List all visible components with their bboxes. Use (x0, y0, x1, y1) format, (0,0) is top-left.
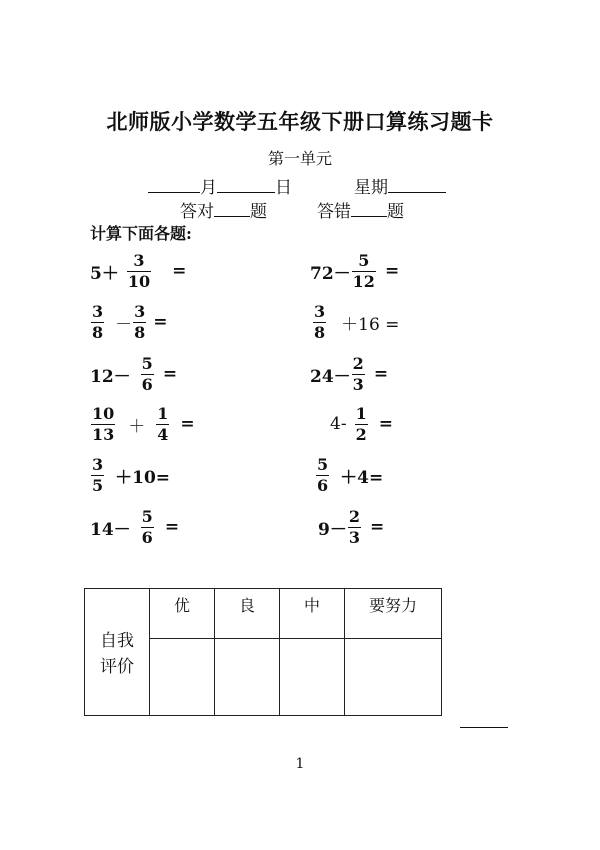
page-number: 1 (295, 756, 305, 772)
operation-rest: ＋10= (115, 467, 171, 488)
numerator: 3 (92, 301, 104, 321)
problem-11 (90, 505, 179, 549)
problem-2 (310, 249, 399, 293)
numerator: 5 (358, 250, 370, 270)
numerator: 5 (141, 353, 153, 373)
whole-number: 14－ (90, 519, 131, 540)
denominator: 2 (355, 424, 367, 444)
denominator: 4 (157, 424, 169, 444)
equals-sign: = (164, 517, 180, 537)
equals-sign: = (180, 414, 195, 434)
problem-1 (90, 249, 186, 293)
label-line-2: 评价 (100, 657, 134, 677)
numerator: 1 (157, 403, 169, 423)
numerator: 3 (133, 250, 145, 270)
check-needs-effort[interactable] (345, 639, 442, 716)
denominator: 6 (317, 475, 329, 495)
check-average[interactable] (280, 639, 345, 716)
unit-heading: 第一单元 (267, 149, 332, 168)
problem-7 (90, 402, 195, 446)
equals-sign: = (373, 364, 389, 384)
denominator: 10 (127, 271, 151, 291)
whole-number: 4- (330, 414, 347, 434)
problem-6 (310, 352, 388, 396)
denominator: 8 (314, 322, 326, 342)
fraction (348, 507, 361, 548)
problem-8 (330, 402, 393, 446)
denominator: 5 (92, 475, 104, 495)
label-line-1: 自我 (100, 631, 134, 651)
date-line (148, 173, 446, 198)
denominator: 3 (352, 374, 364, 394)
fraction (127, 251, 151, 292)
problem-5 (90, 352, 177, 396)
whole-number: 12－ (90, 366, 131, 387)
numerator: 2 (352, 353, 364, 373)
problem-4 (312, 300, 399, 344)
fraction (355, 404, 368, 445)
problem-12 (318, 505, 384, 549)
grade-excellent: 优 (150, 589, 215, 639)
numerator: 5 (317, 454, 329, 474)
self-evaluation-table (84, 588, 442, 716)
numerator: 2 (348, 506, 360, 526)
fraction (141, 354, 154, 395)
fraction (91, 455, 104, 496)
whole-number: 9－ (318, 519, 347, 540)
fraction (91, 302, 104, 343)
month-label: 月 (200, 178, 217, 198)
correct-label: 答对 (180, 202, 214, 222)
fraction (133, 302, 146, 343)
equals-sign: = (369, 517, 385, 537)
grade-needs-effort: 要努力 (345, 589, 442, 639)
fraction (316, 455, 329, 496)
denominator: 13 (92, 424, 115, 444)
whole-number: 72－ (310, 263, 351, 284)
grade-good: 良 (215, 589, 280, 639)
whole-number: 5＋ (90, 263, 119, 284)
fraction (313, 302, 326, 343)
denominator: 6 (141, 527, 153, 547)
denominator: 3 (348, 527, 360, 547)
fraction (156, 404, 169, 445)
weekday-label: 星期 (354, 178, 388, 198)
day-blank[interactable] (217, 176, 275, 193)
wrong-blank[interactable] (351, 200, 387, 217)
problem-3 (90, 300, 168, 344)
denominator: 12 (352, 271, 375, 291)
wrong-unit: 题 (387, 202, 404, 222)
weekday-blank[interactable] (388, 176, 446, 193)
score-line (180, 197, 404, 222)
equals-sign: = (162, 364, 178, 384)
numerator: 3 (92, 454, 104, 474)
correct-unit: 题 (250, 202, 267, 222)
equals-sign: = (378, 414, 393, 434)
operator: － (115, 314, 133, 335)
check-excellent[interactable] (150, 639, 215, 716)
self-evaluation-label (85, 589, 150, 716)
numerator: 3 (314, 301, 326, 321)
numerator: 5 (141, 506, 153, 526)
numerator: 1 (355, 403, 367, 423)
month-blank[interactable] (148, 176, 200, 193)
whole-number: 24－ (310, 366, 351, 387)
equals-sign: = (384, 261, 400, 281)
fraction (91, 404, 115, 445)
signature-blank[interactable] (460, 727, 508, 728)
equals-sign: = (153, 312, 168, 332)
instruction: 计算下面各题: (90, 224, 192, 243)
page-title: 北师版小学数学五年级下册口算练习题卡 (106, 110, 494, 134)
numerator: 3 (134, 301, 146, 321)
operation-rest: ＋4= (340, 467, 384, 488)
fraction (352, 354, 365, 395)
wrong-label: 答错 (317, 202, 351, 222)
operator: ＋ (128, 416, 146, 437)
numerator: 10 (92, 403, 115, 423)
day-label: 日 (275, 178, 292, 198)
correct-blank[interactable] (214, 200, 250, 217)
check-good[interactable] (215, 639, 280, 716)
denominator: 6 (141, 374, 153, 394)
problem-10 (315, 453, 383, 497)
problem-9 (90, 453, 170, 497)
equals-sign: = (172, 261, 187, 281)
fraction (352, 251, 376, 292)
fraction (141, 507, 154, 548)
grade-average: 中 (280, 589, 345, 639)
denominator: 8 (134, 322, 146, 342)
operation-rest: ＋16 = (341, 314, 400, 335)
denominator: 8 (92, 322, 104, 342)
